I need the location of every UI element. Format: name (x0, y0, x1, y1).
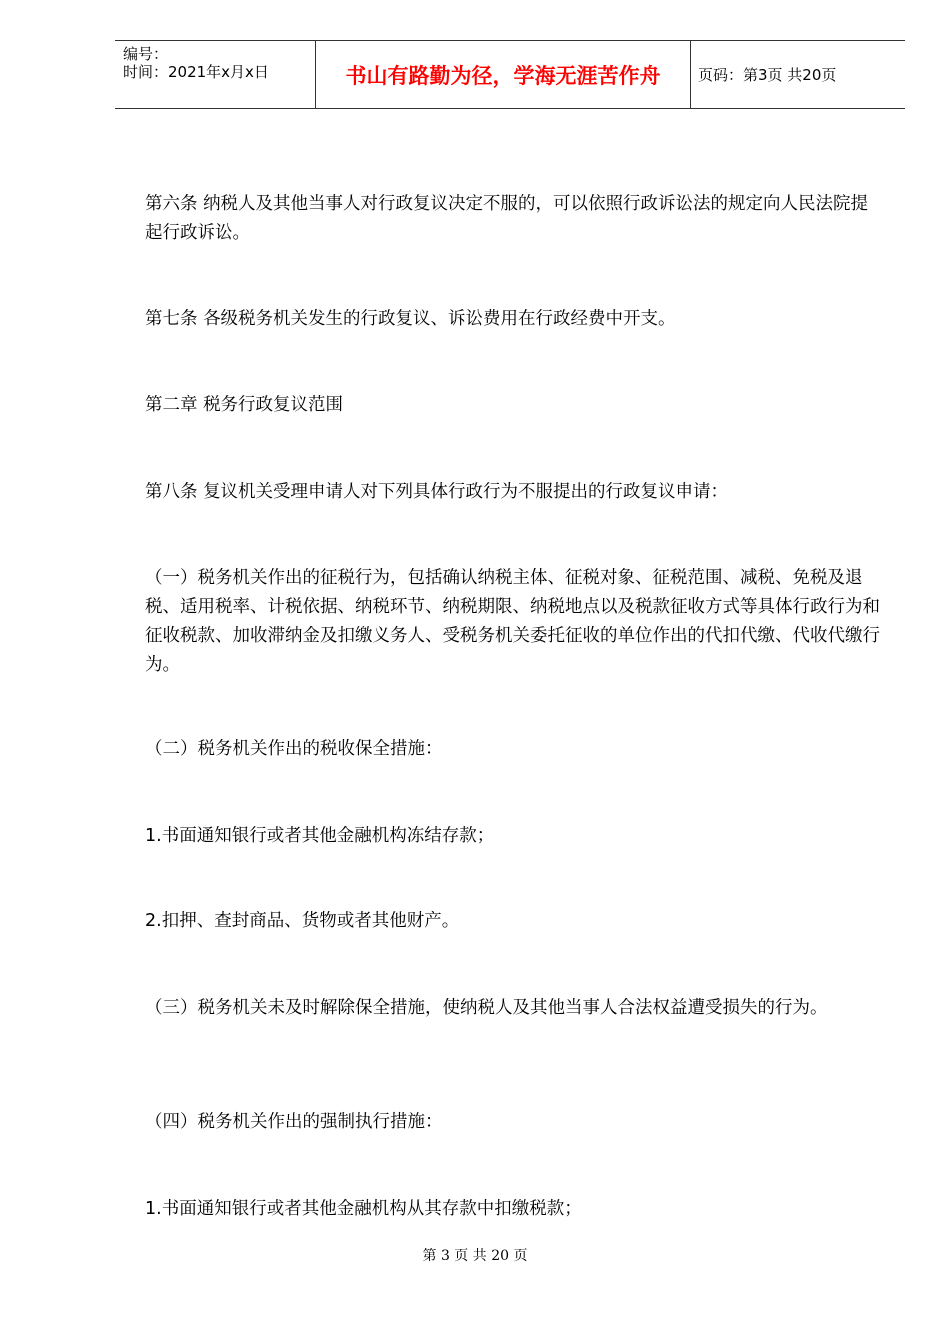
page-header (115, 40, 905, 109)
paragraph-article-7: 第七条 各级税务机关发生的行政复议、诉讼费用在行政经费中开支。 (145, 309, 676, 329)
header-date-label: 时间：2021年x月x日 (123, 63, 269, 81)
paragraph-item-4: （四）税务机关作出的强制执行措施： (145, 1112, 443, 1132)
paragraph-article-8: 第八条 复议机关受理申请人对下列具体行政行为不服提出的行政复议申请： (145, 482, 729, 502)
chapter-heading: 第二章 税务行政复议范围 (145, 395, 344, 415)
paragraph-item-1: （一）税务机关作出的征税行为，包括确认纳税主体、征税对象、征税范围、减税、免税及退税、适用税率、计税依据、纳税环节、纳税期限、纳税地点以及税款征收方式等具体行政行为和征收税款、加收滞纳金及扣缴义务人、受税务机关委托征收的单位作出的代扣代缴、代收代缴行为。 (145, 568, 880, 675)
header-meta (115, 41, 315, 108)
paragraph-article-6: 第六条 纳税人及其他当事人对行政复议决定不服的，可以依照行政诉讼法的规定向人民法院提起行政诉讼。 (145, 194, 869, 243)
paragraph-subitem-2-1: 1.书面通知银行或者其他金融机构冻结存款； (145, 826, 495, 846)
header-page-info: 页码：第3页 共20页 (698, 66, 837, 84)
header-number-label: 编号： (123, 45, 169, 63)
page-footer: 第 3 页 共 20 页 (422, 1248, 528, 1264)
paragraph-item-2: （二）税务机关作出的税收保全措施： (145, 739, 443, 759)
paragraph-subitem-4-1: 1.书面通知银行或者其他金融机构从其存款中扣缴税款； (145, 1199, 582, 1219)
paragraph-subitem-2-2: 2.扣押、查封商品、货物或者其他财产。 (145, 911, 460, 931)
header-motto: 书山有路勤为径，学海无涯苦作舟 (315, 41, 691, 108)
paragraph-item-3: （三）税务机关未及时解除保全措施，使纳税人及其他当事人合法权益遭受损失的行为。 (145, 998, 828, 1018)
